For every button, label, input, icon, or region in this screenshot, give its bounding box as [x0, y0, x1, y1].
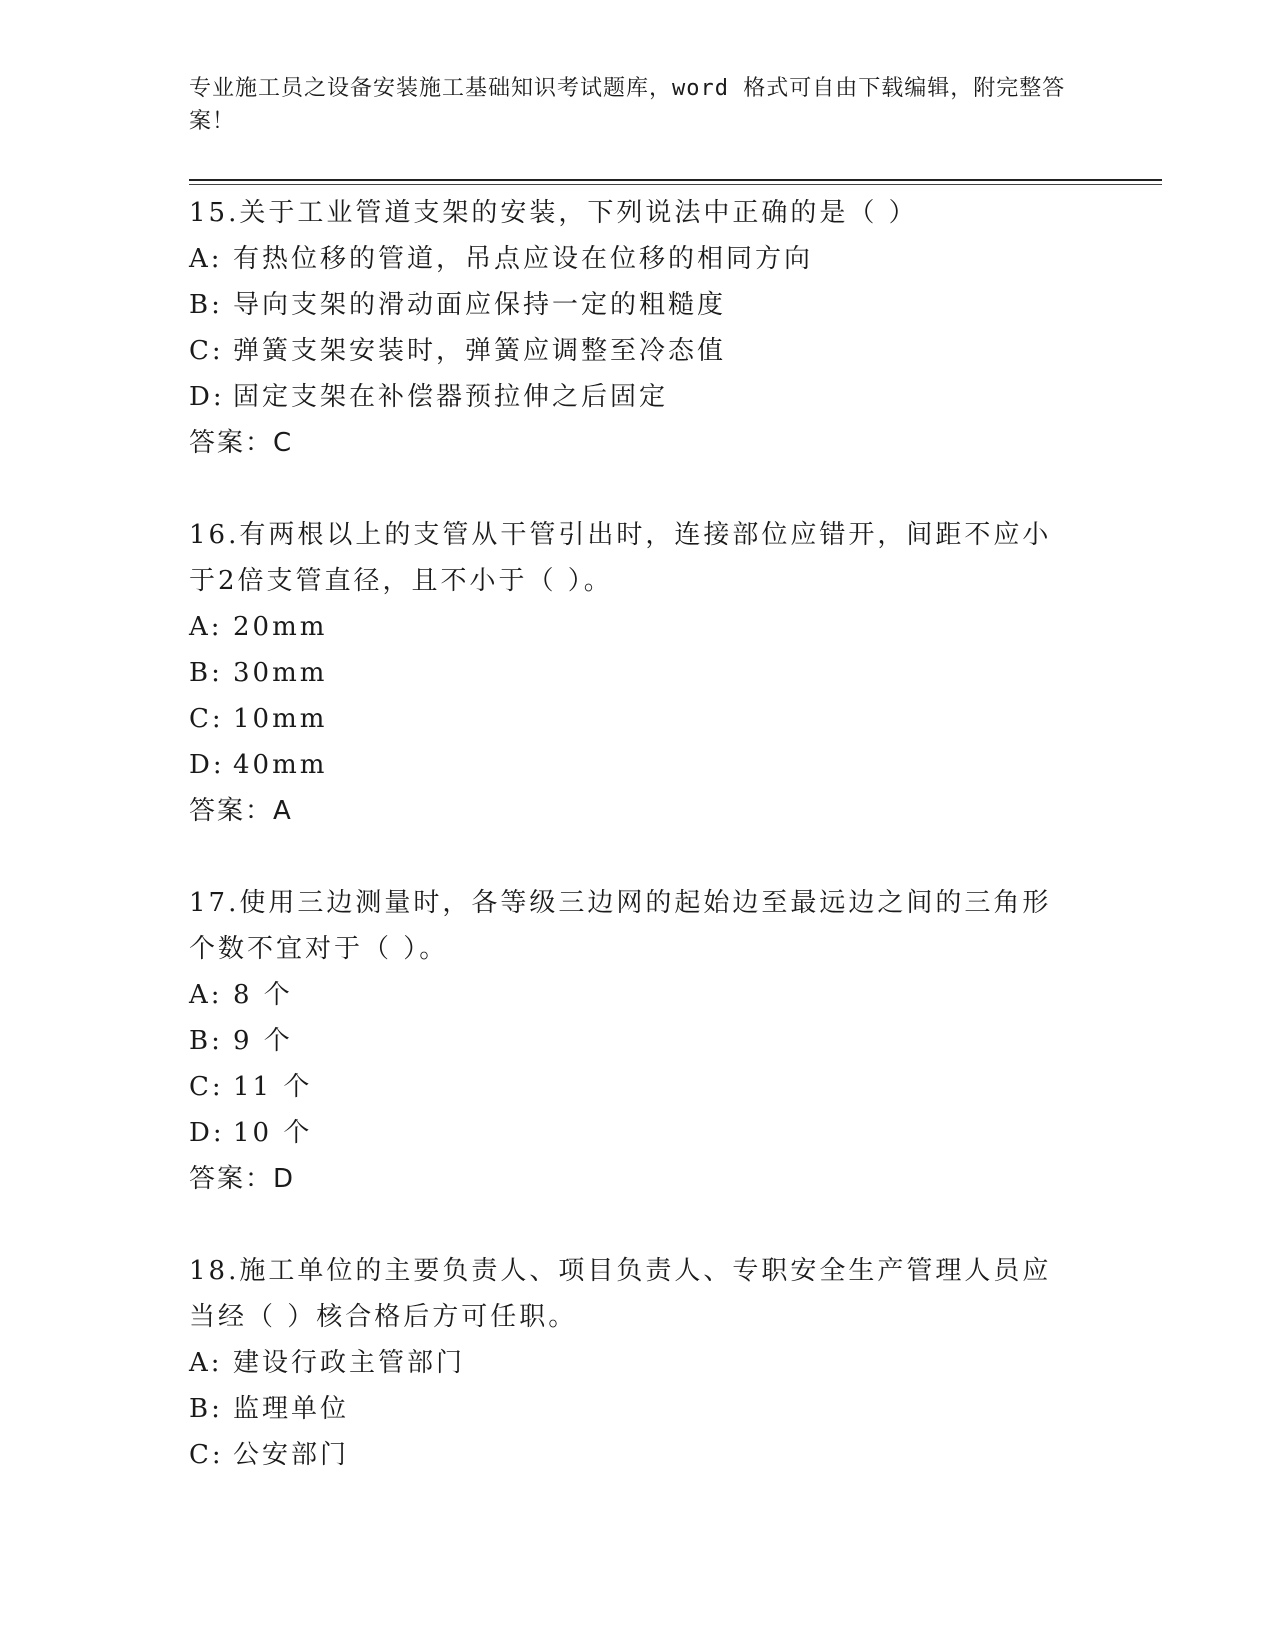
option-text: 20mm [233, 612, 328, 642]
question-17 [189, 880, 1089, 1202]
option-key: C: [189, 704, 224, 734]
option-key: B: [189, 290, 223, 320]
option-key: A: [189, 980, 223, 1010]
option-c [189, 328, 1089, 374]
option-text: 有热位移的管道，吊点应设在位移的相同方向 [233, 244, 814, 274]
question-stem: 17.使用三边测量时，各等级三边网的起始边至最远边之间的三角形个数不宜对于（ ）。 [189, 888, 1052, 964]
question-16 [189, 512, 1089, 834]
option-key: B: [189, 658, 223, 688]
option-b [189, 650, 1089, 696]
answer-line: 答案：A [189, 796, 293, 826]
option-d [189, 1110, 1089, 1156]
option-b [189, 1386, 1089, 1432]
option-text: 固定支架在补偿器预拉伸之后固定 [233, 382, 669, 412]
option-c [189, 1432, 1089, 1478]
question-stem: 18.施工单位的主要负责人、项目负责人、专职安全生产管理人员应当经（ ）核合格后方可任职。 [189, 1256, 1052, 1332]
answer-line: 答案：D [189, 1164, 296, 1194]
option-text: 11 个 [233, 1072, 313, 1102]
option-a [189, 604, 1089, 650]
question-18 [189, 1248, 1089, 1478]
answer-line: 答案：C [189, 428, 294, 458]
option-key: C: [189, 1072, 224, 1102]
option-b [189, 282, 1089, 328]
option-a [189, 236, 1089, 282]
option-c [189, 696, 1089, 742]
option-text: 监理单位 [233, 1394, 350, 1424]
option-d [189, 742, 1089, 788]
option-text: 8 个 [233, 980, 293, 1010]
document-header: 专业施工员之设备安装施工基础知识考试题库，word 格式可自由下载编辑，附完整答案！ [189, 76, 1066, 134]
option-d [189, 374, 1089, 420]
option-text: 9 个 [233, 1026, 293, 1056]
option-a [189, 1340, 1089, 1386]
header-divider-thick [189, 179, 1162, 181]
option-key: B: [189, 1026, 223, 1056]
option-c [189, 1064, 1089, 1110]
question-15 [189, 190, 1089, 466]
option-key: C: [189, 1440, 224, 1470]
option-key: B: [189, 1394, 223, 1424]
option-text: 30mm [233, 658, 328, 688]
option-key: A: [189, 244, 223, 274]
option-key: D: [189, 382, 225, 412]
question-list [189, 190, 1089, 1524]
option-text: 10mm [233, 704, 328, 734]
option-key: D: [189, 1118, 225, 1148]
option-key: C: [189, 336, 224, 366]
option-text: 10 个 [233, 1118, 313, 1148]
option-key: D: [189, 750, 225, 780]
option-key: A: [189, 612, 223, 642]
option-text: 弹簧支架安装时，弹簧应调整至冷态值 [233, 336, 727, 366]
option-text: 导向支架的滑动面应保持一定的粗糙度 [233, 290, 727, 320]
question-stem: 16.有两根以上的支管从干管引出时，连接部位应错开，间距不应小于2倍支管直径，且不小于（ ）。 [189, 520, 1052, 596]
header-divider-thin [189, 184, 1162, 185]
option-text: 建设行政主管部门 [233, 1348, 466, 1378]
option-b [189, 1018, 1089, 1064]
option-text: 40mm [233, 750, 328, 780]
question-stem: 15.关于工业管道支架的安装，下列说法中正确的是（ ） [189, 198, 918, 228]
option-text: 公安部门 [233, 1440, 350, 1470]
option-key: A: [189, 1348, 223, 1378]
option-a [189, 972, 1089, 1018]
